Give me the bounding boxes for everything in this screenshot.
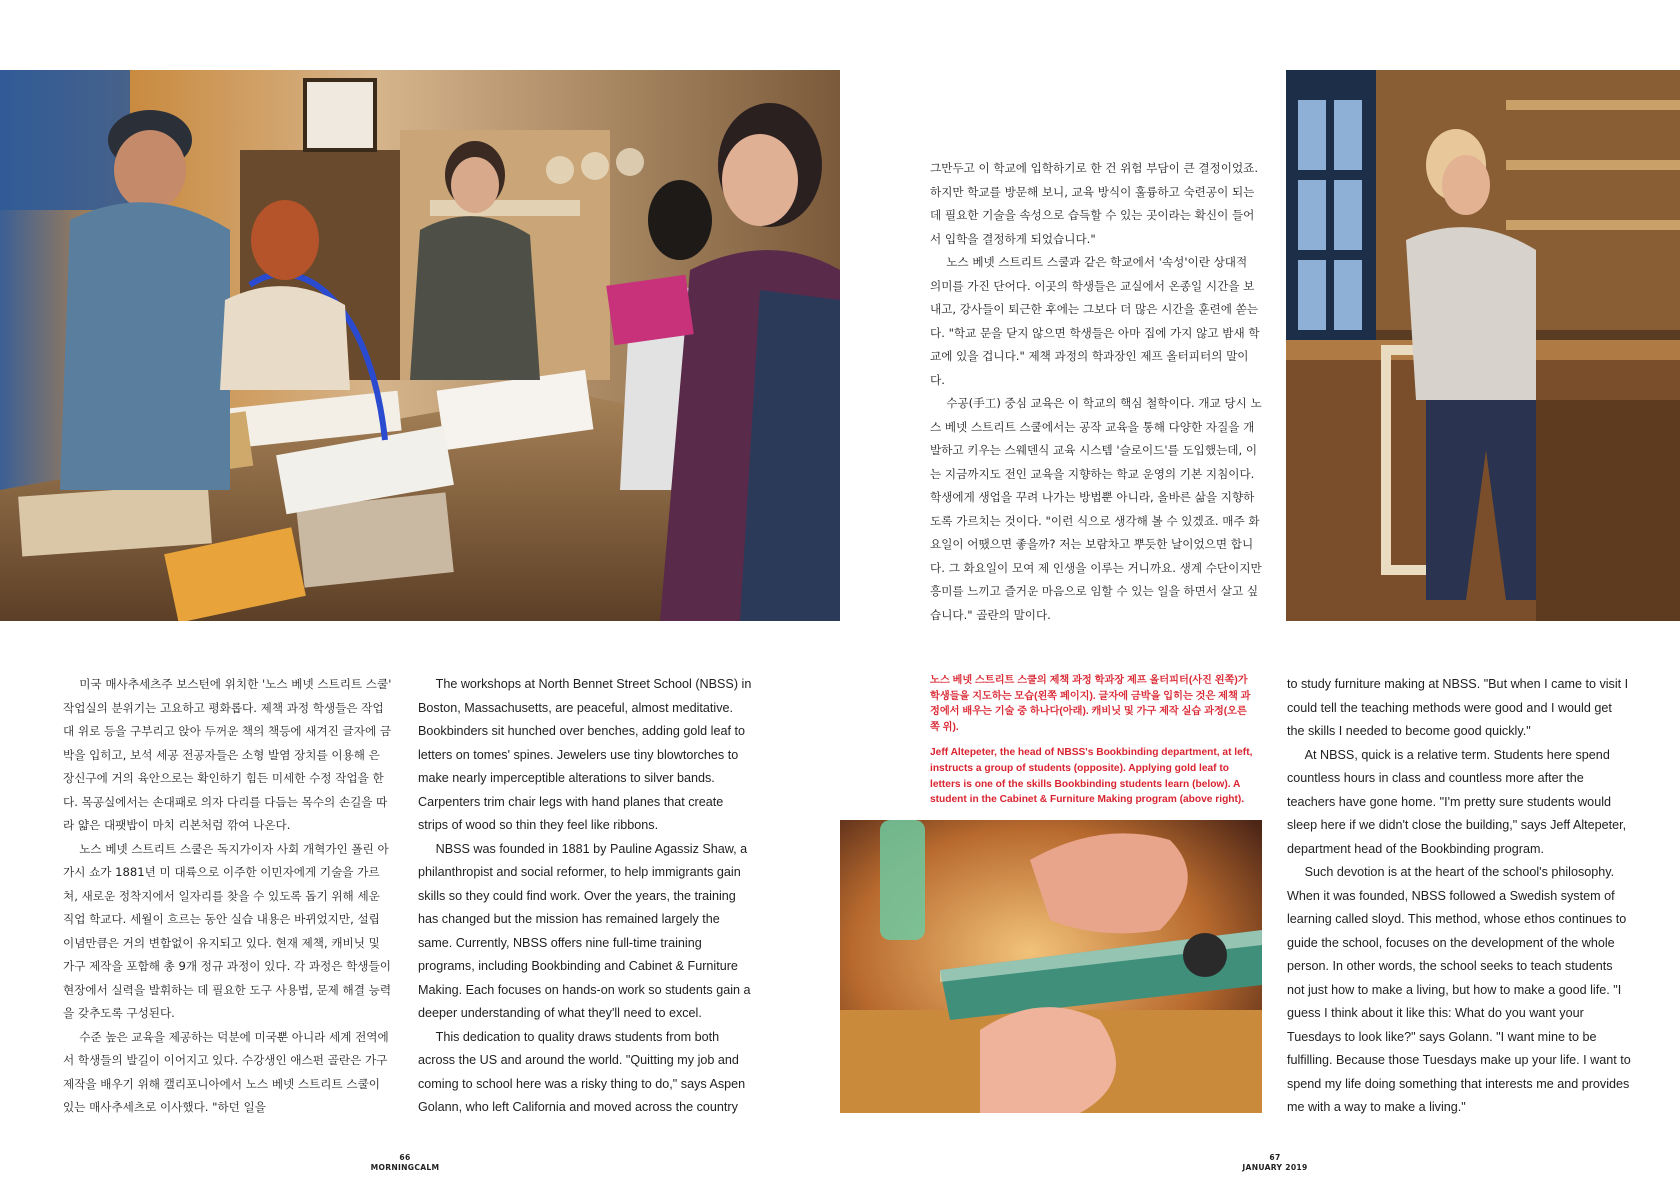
english-column-right [1287, 673, 1632, 1120]
gold-leaf-photo [840, 820, 1262, 1113]
korean-paragraph: 미국 매사추세츠주 보스턴에 위치한 '노스 베넷 스트리트 스쿨' 작업실의 분위기는 고요하고 평화롭다. 제책 과정 학생들은 작업대 위로 등을 구부리고 앉아 두꺼운 책의 책등에 새겨진 글자에 금박을 입히고, 보석 세공 전공자들은 소형 발염 장치를 이용해 은 장신구에 거의 육안으로는 확인하기 힘든 미세한 수정 작업을 한다. 목공실에서는 손대패로 의자 다리를 다듬는 목수의 손길을 따라 얇은 대팻밥이 마치 리본처럼 깎여 나온다. [63, 677, 392, 832]
issue-date: JANUARY 2019 [1242, 1163, 1308, 1172]
photo-caption [930, 673, 1255, 818]
publication-name: MORNINGCALM [370, 1163, 440, 1172]
page-number: 67 [1269, 1153, 1281, 1162]
woodworker-photo [1286, 70, 1680, 621]
english-paragraph: The workshops at North Bennet Street School (NBSS) in Boston, Massachusetts, are peaceful, almost meditative. Bookbinders sit hunched over benches, adding gold leaf to letters on tomes' spines. Jewelers use tiny blowtorches to make nearly imperceptible alterations to silver bands. Carpenters trim chair legs with hand planes that create strips of wood so thin they feel like ribbons. [418, 677, 752, 832]
english-paragraph: This dedication to quality draws students from both across the US and around the world. "Quitting my job and coming to school here was a risky thing to do," says Aspen Golann, who left California and moved across the country [418, 1029, 746, 1114]
korean-column-right [930, 157, 1262, 627]
page-number: 66 [399, 1153, 411, 1162]
caption-korean: 노스 베넷 스트리트 스쿨의 제책 과정 학과장 제프 올터피터(사진 왼쪽)가 학생들을 지도하는 모습(왼쪽 페이지). 글자에 금박을 입히는 것은 제책 과정에서 배우는 기술 중 하나다(아래). 캐비닛 및 가구 제작 실습 과정(오른쪽 위). [930, 675, 1251, 733]
classroom-photo [0, 70, 840, 621]
korean-paragraph: 수준 높은 교육을 제공하는 덕분에 미국뿐 아니라 세계 전역에서 학생들의 발길이 이어지고 있다. 수강생인 애스펀 골란은 가구 제작을 배우기 위해 캘리포니아에서 노스 베넷 스트리트 스쿨이 있는 매사추세츠로 이사했다. "하던 일을 [63, 1029, 389, 1114]
korean-paragraph: 노스 베넷 스트리트 스쿨은 독지가이자 사회 개혁가인 폴린 아가시 쇼가 1881년 미 대륙으로 이주한 이민자에게 기술을 가르쳐, 새로운 정착지에서 일자리를 찾을 수 있도록 돕기 위해 세운 직업 학교다. 세월이 흐르는 동안 실습 내용은 바뀌었지만, 설립 이념만큼은 거의 변함없이 유지되고 있다. 현재 제책, 캐비닛 및 가구 제작을 포함해 총 9개 정규 과정이 있다. 각 과정은 학생들이 현장에서 실력을 발휘하는 데 필요한 도구 사용법, 문제 해결 능력을 갖추도록 구성된다. [63, 841, 392, 1020]
english-paragraph: At NBSS, quick is a relative term. Students here spend countless hours in class and countless more after the teachers have gone home. "I'm pretty sure students would sleep here if we didn't close the building," says Jeff Altepeter, department head of the Bookbinding program. [1287, 747, 1627, 856]
korean-paragraph: 그만두고 이 학교에 입학하기로 한 건 위험 부담이 큰 결정이었죠. 하지만 학교를 방문해 보니, 교육 방식이 훌륭하고 숙련공이 되는 데 필요한 기술을 속성으로 습득할 수 있는 곳이라는 확신이 들어서 입학을 결정하게 되었습니다." [930, 161, 1259, 246]
folio-left [355, 1153, 455, 1173]
korean-paragraph: 노스 베넷 스트리트 스쿨과 같은 학교에서 '속성'이란 상대적 의미를 가진 단어다. 이곳의 학생들은 교실에서 온종일 시간을 보내고, 강사들이 퇴근한 후에는 그보다 더 많은 시간을 훈련에 쏟는다. "학교 문을 닫지 않으면 학생들은 아마 집에 가지 않고 밤새 학교에 있을 겁니다." 제책 과정의 학과장인 제프 올터피터의 말이다. [930, 255, 1260, 387]
korean-paragraph: 수공(手工) 중심 교육은 이 학교의 핵심 철학이다. 개교 당시 노스 베넷 스트리트 스쿨에서는 공작 교육을 통해 다양한 자질을 개발하고 키우는 스웨덴식 교육 시스템 '슬로이드'를 도입했는데, 이는 지금까지도 전인 교육을 지향하는 학교 운영의 기본 지침이다. 학생에게 생업을 꾸려 나가는 방법뿐 아니라, 올바른 삶을 지향하도록 가르치는 것이다. "이런 식으로 생각해 볼 수 있겠죠. 매주 화요일이 어땠으면 좋을까? 저는 보람차고 뿌듯한 날이었으면 합니다. 그 화요일이 모여 제 인생을 이루는 거니까요. 생계 수단이지만 흥미를 느끼고 즐거운 마음으로 임할 수 있는 일을 하면서 살고 싶습니다." 골란의 말이다. [930, 396, 1262, 622]
caption-english: Jeff Altepeter, the head of NBSS's Bookbinding department, at left, instructs a group of students (opposite). Applying gold leaf to letters is one of the skills Bookbinding students learn (below). A student in the Cabinet & Furniture Making program (above right). [930, 747, 1253, 806]
korean-column-left [63, 673, 393, 1120]
folio-right [1225, 1153, 1325, 1173]
english-paragraph: Such devotion is at the heart of the school's philosophy. When it was founded, NBSS followed a Swedish system of learning called sloyd. This method, whose ethos continues to guide the school, focuses on the development of the whole person. In other words, the school seeks to teach students not just how to make a living, but how to make a good life. "I guess I think about it like this: What do you want your Tuesdays to look like?" says Golann. "I want mine to be fulfilling. Because those Tuesdays make up your life. I want to spend my life doing something that interests me and provides me with a way to make a living." [1287, 865, 1631, 1114]
english-paragraph: NBSS was founded in 1881 by Pauline Agassiz Shaw, a philanthropist and social reformer, to help immigrants gain skills so they could find work. Over the years, the training has changed but the mission has remained largely the same. Currently, NBSS offers nine full-time training programs, including Bookbinding and Cabinet & Furniture Making. Each focuses on hands-on work so students gain a deeper understanding of what they'll need to excel. [418, 841, 751, 1020]
english-column-left [418, 673, 753, 1120]
english-paragraph: to study furniture making at NBSS. "But when I came to visit I could tell the teaching methods were good and I would get the skills I needed to become good quickly." [1287, 677, 1629, 738]
